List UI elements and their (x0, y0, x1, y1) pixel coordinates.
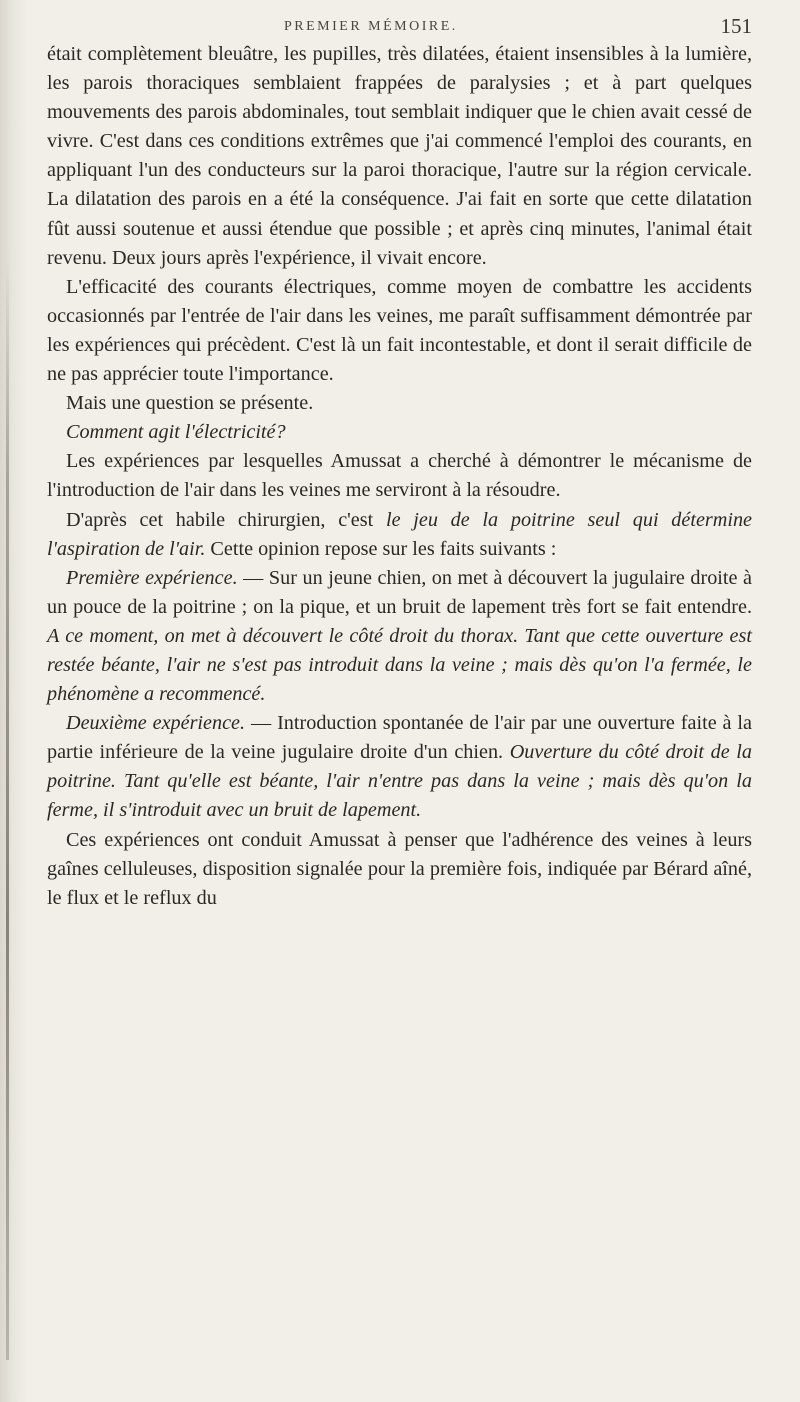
page-number: 151 (720, 14, 752, 38)
italic-text-run: le jeu de la poitrine seul qui détermine l'aspiration de l'air. (47, 508, 753, 560)
paragraph (47, 564, 752, 709)
italic-text-run: Ouverture du côté droit de la poitrine. Tant qu'elle est béante, l'air n'entre pas dans la veine ; mais dès qu'on la ferme, il s'introduit avec un bruit de lapement. (47, 741, 752, 822)
italic-text-run: Première expérience. (66, 566, 238, 589)
page-gutter-shadow (0, 0, 28, 1402)
text-run: D'après cet habile chirurgien, c'est (66, 508, 386, 531)
paragraph (47, 506, 752, 564)
binding-edge (6, 260, 9, 1360)
paragraph (47, 826, 752, 913)
paragraph (47, 418, 752, 447)
paragraph (47, 447, 752, 505)
paragraph (47, 389, 752, 418)
italic-text-run: Deuxième expérience. (66, 712, 246, 735)
text-run: — Introduction spontanée de l'air par une ouverture faite à la partie inférieure de la veine jugulaire droite d'un chien. (47, 712, 752, 764)
italic-text-run: A ce moment, on met à découvert le côté droit du thorax. Tant que cette ouverture est restée béante, l'air ne s'est pas introduit dans la veine ; mais dès qu'on l'a fermée, le phénomène a recommencé. (47, 624, 752, 706)
body-text (47, 40, 752, 913)
paragraph (47, 709, 752, 825)
text-run: était complètement bleuâtre, les pupilles, très dilatées, étaient insensibles à la lumière, les parois thoraciques semblaient frappées de paralysies ; et à part quelques mouvements des parois abdominales, tout semblait indiquer que le chien avait cessé de vivre. C'est dans ces conditions extrêmes que j'ai commencé l'emploi des courants, en appliquant l'un des conducteurs sur la paroi thoracique, l'autre sur la région cervicale. La dilatation des parois en a été la conséquence. J'ai fait en sorte que cette dilatation fût aussi soutenue et aussi étendue que possible ; et après cinq minutes, l'animal était revenu. Deux jours après l'expérience, il vivait encore. (47, 43, 752, 269)
paragraph (47, 273, 752, 389)
text-run: — Sur un jeune chien, on met à découvert la jugulaire droite à un pouce de la poitrine ; on la pique, et un bruit de lapement très fort se fait entendre. (47, 566, 752, 618)
text-run: Ces expériences ont conduit Amussat à penser que l'adhérence des veines à leurs gaînes celluleuses, disposition signalée pour la première fois, indiquée par Bérard aîné, le flux et le reflux du (47, 828, 752, 909)
text-run: Les expériences par lesquelles Amussat a cherché à démontrer le mécanisme de l'introduction de l'air dans les veines me serviront à la résoudre. (47, 450, 752, 502)
text-run: L'efficacité des courants électriques, comme moyen de combattre les accidents occasionnés par l'entrée de l'air dans les veines, me paraît suffisamment démontrée par les expériences qui précèdent. C'est là un fait incontestable, et dont il serait difficile de ne pas apprécier toute l'importance. (47, 275, 752, 386)
text-run: Cette opinion repose sur les faits suivants : (205, 537, 557, 560)
paragraph (47, 40, 752, 273)
running-head: PREMIER MÉMOIRE. (284, 19, 458, 34)
text-run: Mais une question se présente. (66, 392, 314, 415)
italic-text-run: Comment agit l'électricité? (66, 421, 286, 444)
